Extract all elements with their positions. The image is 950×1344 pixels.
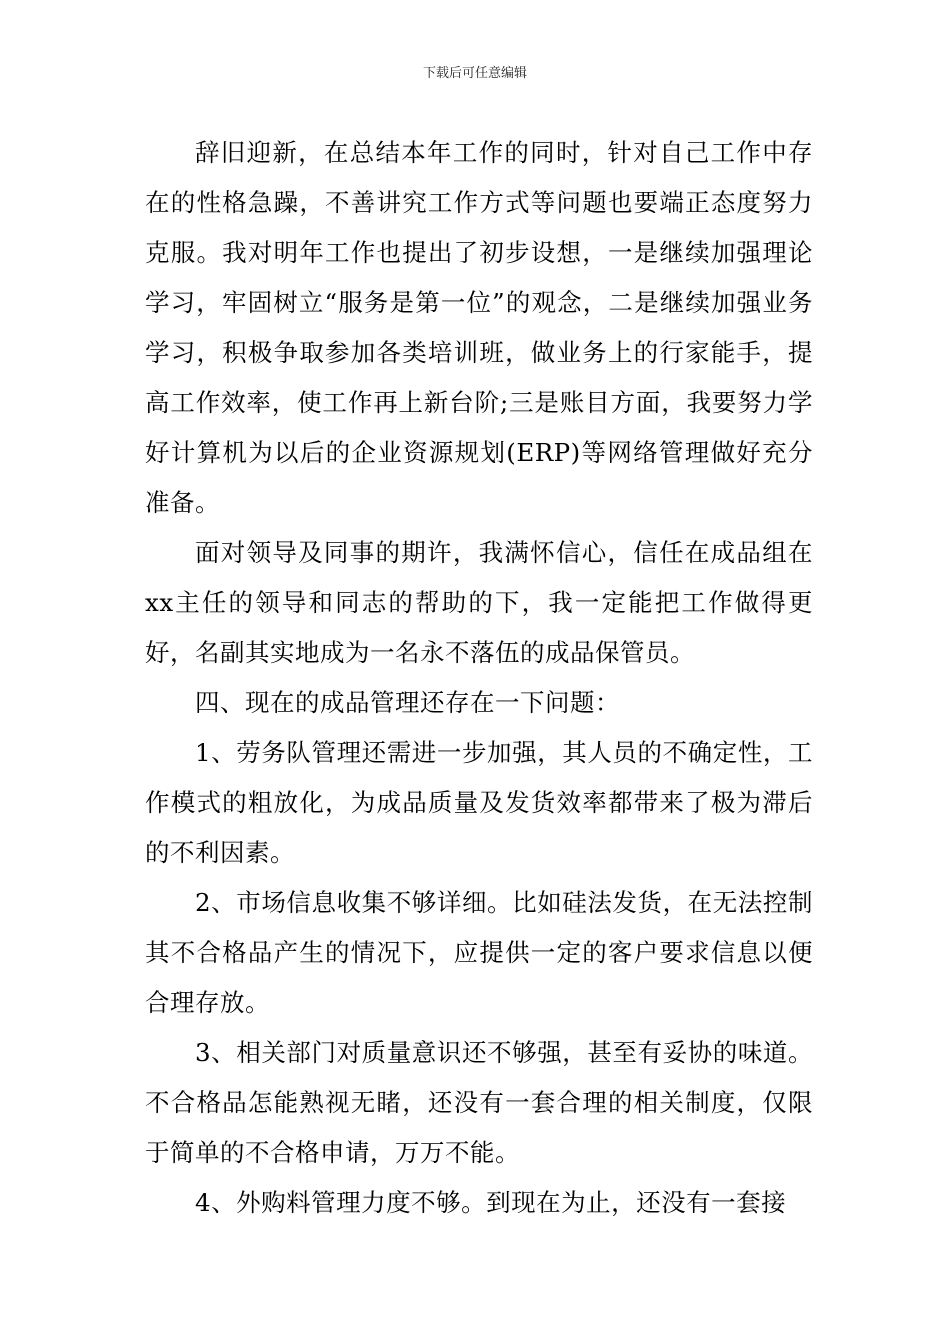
paragraph-issue-4: 4、外购料管理力度不够。到现在为止，还没有一套接 (195, 1188, 787, 1217)
paragraph-issue-2: 2、市场信息收集不够详细。比如硅法发货，在无法控制其不合格品产生的情况下，应提供一定的客户要求信息以便合理存放。 (145, 888, 813, 1017)
paragraph-section-heading: 四、现在的成品管理还存在一下问题： (195, 688, 620, 717)
paragraph-confidence: 面对领导及同事的期许，我满怀信心，信任在成品组在xx主任的领导和同志的帮助的下，我一定能把工作做得更好，名副其实地成为一名永不落伍的成品保管员。 (145, 538, 813, 667)
document-body (145, 128, 813, 1228)
page-header: 下载后可任意编辑 (422, 66, 527, 81)
paragraph-issue-3: 3、相关部门对质量意识还不够强，甚至有妥协的味道。不合格品怎能熟视无睹，还没有一套合理的相关制度，仅限于简单的不合格申请，万万不能。 (145, 1038, 813, 1167)
paragraph-issue-1: 1、劳务队管理还需进一步加强，其人员的不确定性，工作模式的粗放化，为成品质量及发货效率都带来了极为滞后的不利因素。 (145, 738, 813, 867)
paragraph-summary: 辞旧迎新，在总结本年工作的同时，针对自己工作中存在的性格急躁，不善讲究工作方式等问题也要端正态度努力克服。我对明年工作也提出了初步设想，一是继续加强理论学习，牢固树立“服务是第一位”的观念，二是继续加强业务学习，积极争取参加各类培训班，做业务上的行家能手，提高工作效率，使工作再上新台阶;三是账目方面，我要努力学好计算机为以后的企业资源规划(ERP)等网络管理做好充分准备。 (145, 138, 813, 517)
